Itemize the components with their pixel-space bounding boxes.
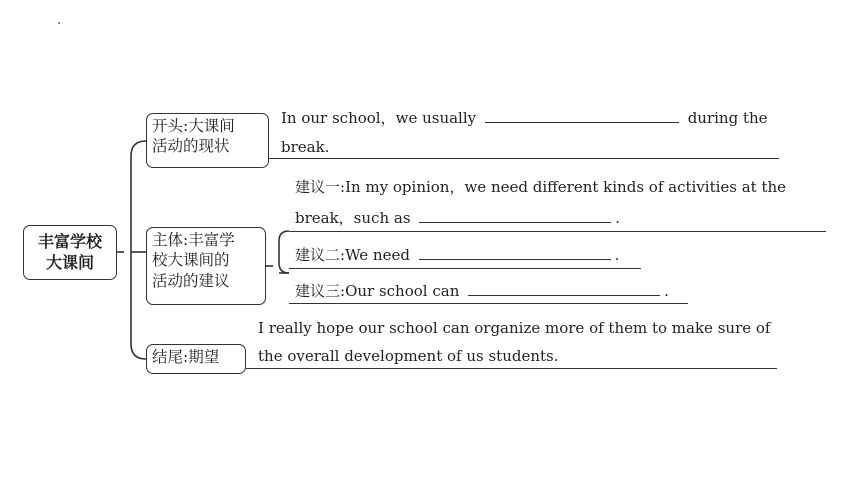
- opening-text-before: In our school，we usually: [281, 109, 477, 127]
- ending-text-line2: the overall development of us students.: [258, 347, 559, 365]
- ending-underline: [246, 368, 777, 369]
- suggestion3-line: [295, 281, 669, 301]
- body-label-line3: 活动的建议: [152, 271, 230, 290]
- suggestion1-text-line2: break，such as: [295, 209, 411, 227]
- body-label-line1: 主体:丰富学: [152, 231, 235, 249]
- opening-blank[interactable]: [485, 108, 679, 123]
- suggestion1-prefix: 建议一:: [295, 178, 346, 196]
- suggestion2-prefix: 建议二:: [295, 246, 346, 264]
- opening-label-line1: 开头:大课间: [152, 117, 235, 135]
- root-label-line2: 大课间: [45, 253, 94, 273]
- suggestion3-text: Our school can: [345, 282, 460, 300]
- suggestion1-text: In my opinion，we need different kinds of activities at the: [345, 178, 787, 196]
- opening-label-line2: 活动的现状: [152, 137, 230, 156]
- suggestion3-underline: [289, 303, 688, 304]
- body-node: [146, 227, 266, 305]
- ending-label: 结尾:期望: [152, 348, 220, 366]
- suggestion1-line2: [295, 208, 620, 228]
- opening-node: [146, 113, 269, 168]
- suggestion1-underline: [289, 231, 826, 232]
- suggestion2-blank[interactable]: [419, 245, 611, 260]
- suggestion2-line: [295, 245, 619, 265]
- suggestion-brace: [279, 231, 289, 273]
- ending-node: [146, 344, 246, 374]
- suggestion2-underline: [289, 268, 641, 269]
- root-label-line1: 丰富学校: [37, 232, 102, 251]
- opening-text-after: during the: [687, 109, 768, 127]
- root-node: [23, 225, 117, 280]
- body-label-line2: 校大课间的: [152, 251, 230, 270]
- suggestion3-end: .: [664, 282, 669, 300]
- main-brace: [131, 141, 146, 359]
- opening-text-line2: break.: [281, 138, 330, 156]
- suggestion1-line1: [295, 177, 786, 197]
- suggestion1-end: .: [615, 209, 621, 227]
- opening-text-line1: [281, 108, 768, 128]
- suggestion3-prefix: 建议三:: [295, 282, 346, 300]
- suggestion2-end: .: [614, 246, 620, 264]
- ending-text-line1: I really hope our school can organize more of them to make sure of: [258, 319, 771, 337]
- suggestion2-text: We need: [345, 246, 410, 264]
- opening-underline: [269, 158, 779, 159]
- suggestion3-blank[interactable]: [468, 281, 660, 296]
- suggestion1-blank[interactable]: [419, 208, 611, 223]
